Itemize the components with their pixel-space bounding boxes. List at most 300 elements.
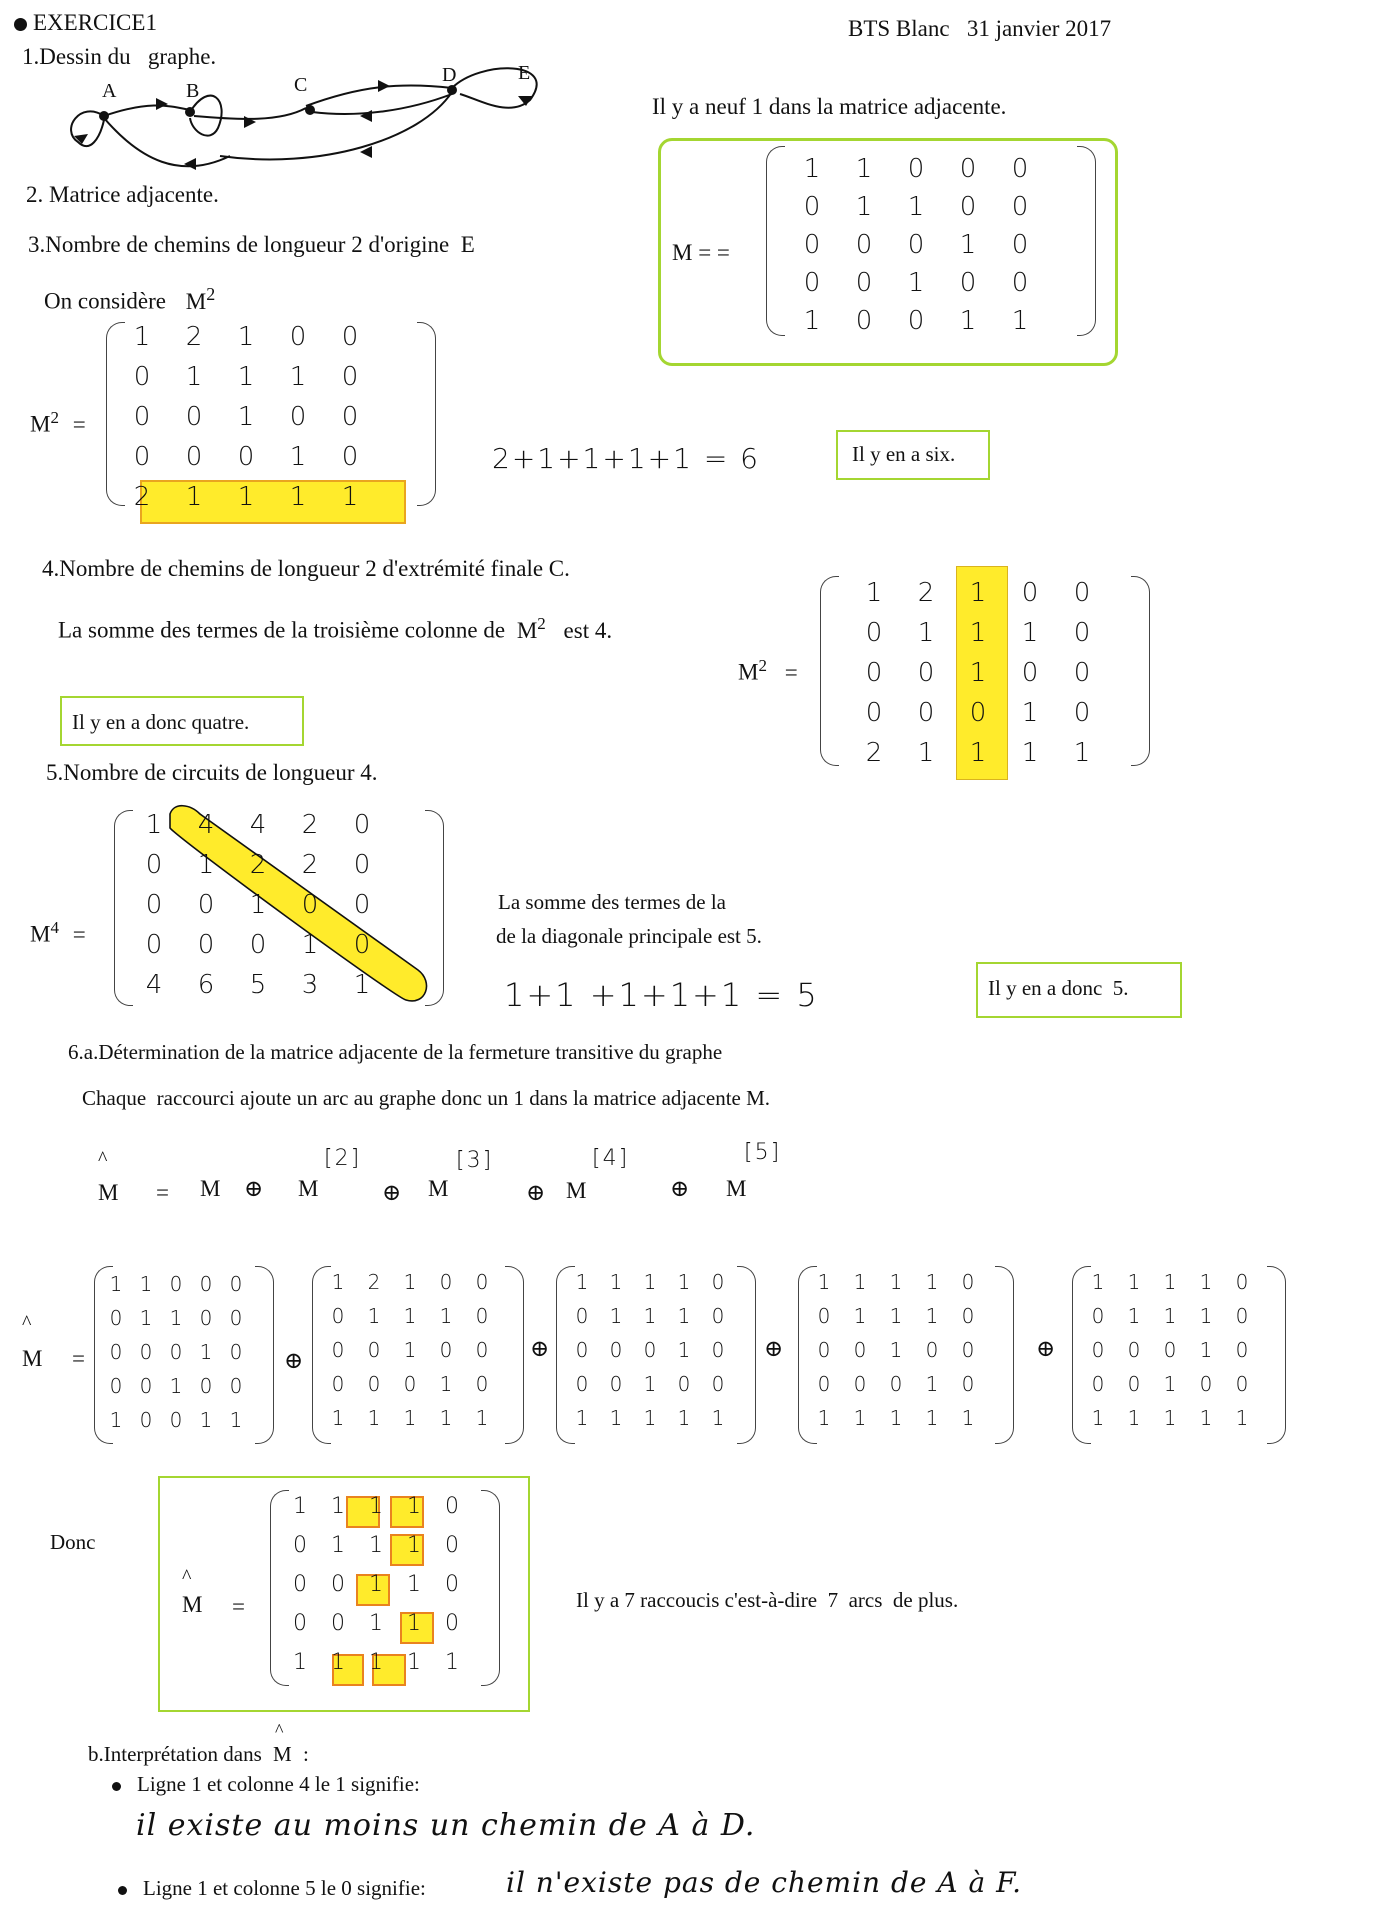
matrix-cell: 0 (331, 1372, 345, 1396)
matrix-cell: 0 (331, 1572, 345, 1597)
matrix-cell: 0 (293, 1611, 307, 1636)
matrix-cell: 0 (439, 1270, 453, 1294)
matrix-cell: 0 (907, 306, 925, 336)
matrix-cell: 1 (369, 1611, 383, 1636)
q4-text-exp: 2 (537, 614, 546, 633)
q3-title: 3.Nombre de chemins de longueur 2 d'origine E (28, 232, 475, 257)
matrix-cell: 1 (133, 322, 151, 352)
matrix-cell: 0 (1235, 1270, 1249, 1294)
q6-title: 6.a.Détermination de la matrice adjacente de la fermeture transitive du graphe (68, 1040, 723, 1064)
matrix-cell: 0 (1199, 1372, 1213, 1396)
matrix-cell: 1 (249, 890, 267, 920)
matrix-cell: 1 (925, 1304, 939, 1328)
q6b-bullet1 (112, 1772, 420, 1797)
matrix-cell: 0 (133, 362, 151, 392)
matrix-cell: 0 (133, 402, 151, 432)
matrix-cell: 1 (677, 1338, 691, 1362)
matrix-cell: 0 (445, 1611, 459, 1636)
m4-matrix (114, 810, 444, 1006)
matrix-cell: 1 (1235, 1406, 1249, 1430)
node-label-e: E (518, 62, 531, 84)
formula-exp2: [2] (324, 1146, 362, 1171)
matrix-cell: 1 (109, 1272, 123, 1296)
matrix-cell: 1 (199, 1340, 213, 1364)
matrix-cell: 1 (237, 482, 255, 512)
m4-m: M (30, 921, 51, 947)
matrix-cell: 0 (575, 1372, 589, 1396)
m2-label (30, 408, 86, 438)
q3-consider (44, 284, 215, 315)
matrix-cell: 1 (853, 1406, 867, 1430)
matrix-cell: 0 (289, 322, 307, 352)
matrix-cell: 1 (1163, 1372, 1177, 1396)
matrix-cell: 0 (1235, 1338, 1249, 1362)
q1-note: Il y a neuf 1 dans la matrice adjacente. (652, 94, 1007, 119)
matrix-cell: 0 (331, 1338, 345, 1362)
matrix-cell: 0 (1011, 192, 1029, 222)
matrix-cell: 1 (1021, 618, 1039, 648)
matrix-cell: 1 (803, 154, 821, 184)
node-label-d: D (442, 64, 457, 86)
matrix-cell: 1 (237, 322, 255, 352)
matrix-cell: 0 (145, 850, 163, 880)
matrix-cell: 1 (925, 1372, 939, 1396)
matrix-cell: 1 (889, 1304, 903, 1328)
matrix-cell: 1 (969, 658, 987, 688)
matrix-cell: 2 (301, 850, 319, 880)
matrix-cell: 0 (1073, 658, 1091, 688)
matrix-cell: 0 (229, 1272, 243, 1296)
q2-title: 2. Matrice adjacente. (26, 182, 219, 207)
matrix-cell: 0 (475, 1338, 489, 1362)
formula-hat-1: ^ (98, 1148, 108, 1170)
matrix-cell: 1 (1199, 1338, 1213, 1362)
matrix-cell: 0 (229, 1340, 243, 1364)
matrix-cell: 0 (367, 1372, 381, 1396)
matrix-cell: 0 (445, 1533, 459, 1558)
m2q4-exp: 2 (758, 656, 767, 675)
result-donc: Donc (50, 1530, 96, 1554)
bullet-icon (118, 1886, 127, 1895)
matrix-cell: 0 (229, 1374, 243, 1398)
header-date: BTS Blanc 31 janvier 2017 (848, 16, 1112, 41)
matrix-bracket-right (255, 1266, 274, 1444)
matrix-cell: 1 (293, 1650, 307, 1675)
matrix-cell: 1 (145, 810, 163, 840)
matrix-bracket-right (481, 1490, 500, 1686)
matrix-cell: 0 (1073, 618, 1091, 648)
m2q4-eq: = (784, 659, 798, 685)
matrix-cell: 1 (341, 482, 359, 512)
matrix-cell: 0 (169, 1408, 183, 1432)
matrix-cell: 0 (865, 698, 883, 728)
q6b-hand1: il existe au moins un chemin de A à D. (136, 1808, 756, 1843)
matrix-cell: 1 (961, 1406, 975, 1430)
matrix-cell: 1 (917, 618, 935, 648)
matrix-cell: 0 (353, 810, 371, 840)
matrix-cell: 0 (865, 618, 883, 648)
sum-matrix-1 (94, 1266, 274, 1444)
matrix-cell: 1 (889, 1338, 903, 1362)
matrix-cell: 0 (1091, 1304, 1105, 1328)
matrix-cell: 0 (961, 1270, 975, 1294)
matrix-cell: 1 (139, 1306, 153, 1330)
q4-text-after: est 4. (563, 617, 613, 643)
matrix-cell: 1 (609, 1406, 623, 1430)
matrix-cell: 2 (917, 578, 935, 608)
formula-exp3: [3] (456, 1148, 494, 1173)
matrix-cell: 0 (341, 402, 359, 432)
exercise-title: EXERCICE1 (33, 10, 157, 35)
matrix-cell: 1 (643, 1406, 657, 1430)
matrix-cell: 1 (643, 1372, 657, 1396)
expanded-hat: ^ (22, 1312, 32, 1334)
matrix-cell: 1 (1011, 306, 1029, 336)
matrix-cell: 0 (575, 1338, 589, 1362)
matrix-cell: 1 (369, 1572, 383, 1597)
formula-m2: M (298, 1176, 319, 1201)
matrix-bracket-right (737, 1266, 756, 1444)
formula-m1: M (200, 1176, 221, 1201)
sum-op-4: ⊕ (1036, 1336, 1056, 1361)
matrix-cell: 1 (197, 850, 215, 880)
matrix-cell: 1 (609, 1270, 623, 1294)
matrix-cell: 1 (1091, 1270, 1105, 1294)
sum-matrix-3 (556, 1266, 756, 1444)
matrix-cell: 1 (889, 1406, 903, 1430)
m2-exp: 2 (50, 408, 59, 427)
formula-op2: ⊕ (382, 1180, 402, 1205)
matrix-cell: 1 (711, 1406, 725, 1430)
q4-title: 4.Nombre de chemins de longueur 2 d'extrémité finale C. (42, 556, 570, 581)
graph-diagram (60, 60, 580, 170)
matrix-cell: 0 (237, 442, 255, 472)
q4-text-before: La somme des termes de la troisième colonne de (58, 617, 506, 643)
matrix-cell: 1 (1091, 1406, 1105, 1430)
q5-line1: La somme des termes de la (498, 890, 727, 914)
matrix-cell: 0 (1073, 578, 1091, 608)
matrix-cell: 4 (197, 810, 215, 840)
matrix-cell: 0 (109, 1340, 123, 1364)
header-exercise (14, 10, 157, 36)
formula-m3: M (428, 1176, 449, 1201)
result-label: M (182, 1592, 203, 1617)
q6b-hat: ^ (275, 1720, 284, 1740)
matrix-cell: 1 (1021, 698, 1039, 728)
consider-exp: 2 (206, 284, 216, 304)
formula-m4: M (566, 1178, 587, 1203)
matrix-cell: 0 (1163, 1338, 1177, 1362)
matrix-cell: 2 (133, 482, 151, 512)
matrix-cell: 1 (369, 1494, 383, 1519)
adjacency-matrix-label: M = = (672, 240, 730, 265)
matrix-cell: 0 (353, 930, 371, 960)
matrix-bracket-right (1131, 576, 1150, 766)
matrix-cell: 1 (367, 1304, 381, 1328)
m2-eq: = (72, 411, 86, 437)
matrix-cell: 0 (961, 1304, 975, 1328)
matrix-cell: 0 (643, 1338, 657, 1362)
matrix-cell: 0 (925, 1338, 939, 1362)
matrix-cell: 1 (475, 1406, 489, 1430)
q4-text-m: M (516, 617, 538, 643)
matrix-cell: 1 (237, 362, 255, 392)
m4-label (30, 918, 86, 948)
node-label-c: C (294, 74, 308, 96)
matrix-cell: 1 (199, 1408, 213, 1432)
matrix-cell: 1 (969, 618, 987, 648)
matrix-cell: 0 (341, 442, 359, 472)
matrix-cell: 1 (959, 306, 977, 336)
matrix-bracket-left (114, 810, 133, 1006)
matrix-cell: 0 (197, 890, 215, 920)
matrix-cell: 1 (293, 1494, 307, 1519)
matrix-cell: 1 (185, 362, 203, 392)
matrix-bracket-left (766, 146, 785, 336)
matrix-cell: 1 (407, 1650, 421, 1675)
matrix-cell: 0 (145, 890, 163, 920)
matrix-cell: 0 (917, 658, 935, 688)
matrix-cell: 0 (961, 1372, 975, 1396)
matrix-cell: 0 (817, 1372, 831, 1396)
bullet-icon (14, 18, 27, 31)
formula-op4: ⊕ (670, 1176, 690, 1201)
node-label-a: A (102, 80, 117, 102)
matrix-cell: 0 (139, 1340, 153, 1364)
matrix-cell: 0 (803, 192, 821, 222)
formula-eq: = (156, 1180, 169, 1205)
matrix-cell: 0 (1021, 658, 1039, 688)
matrix-cell: 0 (711, 1270, 725, 1294)
matrix-cell: 0 (855, 230, 873, 260)
matrix-bracket-right (425, 810, 444, 1006)
matrix-cell: 0 (249, 930, 267, 960)
matrix-cell: 1 (609, 1304, 623, 1328)
matrix-bracket-left (106, 322, 125, 506)
matrix-cell: 0 (855, 306, 873, 336)
matrix-cell: 0 (889, 1372, 903, 1396)
matrix-cell: 0 (353, 890, 371, 920)
matrix-cell: 0 (1127, 1338, 1141, 1362)
matrix-cell: 0 (301, 890, 319, 920)
matrix-cell: 0 (169, 1340, 183, 1364)
formula-mhat: M (98, 1180, 119, 1205)
q6b-bullet1-text: Ligne 1 et colonne 4 le 1 signifie: (137, 1772, 420, 1796)
matrix-cell: 0 (185, 442, 203, 472)
matrix-cell: 0 (1235, 1304, 1249, 1328)
q5-title: 5.Nombre de circuits de longueur 4. (46, 760, 378, 785)
matrix-cell: 0 (475, 1304, 489, 1328)
matrix-cell: 1 (407, 1611, 421, 1636)
matrix-cell: 1 (353, 970, 371, 1000)
m4-exp: 4 (50, 918, 59, 937)
matrix-cell: 0 (445, 1572, 459, 1597)
matrix-cell: 0 (139, 1374, 153, 1398)
matrix-cell: 0 (1011, 230, 1029, 260)
matrix-cell: 1 (439, 1304, 453, 1328)
matrix-cell: 1 (109, 1408, 123, 1432)
matrix-cell: 1 (331, 1533, 345, 1558)
matrix-bracket-right (1077, 146, 1096, 336)
matrix-bracket-right (505, 1266, 524, 1444)
matrix-cell: 0 (711, 1372, 725, 1396)
matrix-cell: 0 (609, 1338, 623, 1362)
q4-answer: Il y en a donc quatre. (72, 710, 250, 734)
matrix-cell: 1 (367, 1406, 381, 1430)
matrix-cell: 1 (331, 1650, 345, 1675)
matrix-cell: 1 (853, 1270, 867, 1294)
matrix-cell: 1 (403, 1338, 417, 1362)
matrix-cell: 0 (229, 1306, 243, 1330)
matrix-cell: 0 (609, 1372, 623, 1396)
sum-op-3: ⊕ (764, 1336, 784, 1361)
q6b-bullet2 (118, 1876, 426, 1901)
matrix-cell: 1 (925, 1270, 939, 1294)
matrix-cell: 1 (907, 268, 925, 298)
q1-title: 1.Dessin du graphe. (22, 44, 217, 69)
matrix-cell: 0 (197, 930, 215, 960)
matrix-cell: 0 (109, 1306, 123, 1330)
matrix-cell: 1 (677, 1270, 691, 1294)
matrix-cell: 1 (575, 1270, 589, 1294)
formula-op3: ⊕ (526, 1180, 546, 1205)
matrix-cell: 0 (199, 1306, 213, 1330)
matrix-cell: 1 (865, 578, 883, 608)
matrix-cell: 0 (677, 1372, 691, 1396)
matrix-cell: 1 (1127, 1406, 1141, 1430)
matrix-cell: 1 (1127, 1270, 1141, 1294)
matrix-cell: 2 (301, 810, 319, 840)
matrix-cell: 0 (475, 1270, 489, 1294)
matrix-cell: 1 (677, 1304, 691, 1328)
m2-label-q4 (738, 656, 798, 686)
matrix-bracket-left (270, 1490, 289, 1686)
q6b-hand2: il n'existe pas de chemin de A à F. (506, 1866, 1023, 1899)
matrix-cell: 0 (917, 698, 935, 728)
m2q4-m: M (738, 659, 759, 685)
matrix-cell: 0 (341, 362, 359, 392)
matrix-cell: 1 (917, 738, 935, 768)
q6b-colon: : (302, 1742, 309, 1766)
matrix-cell: 0 (961, 1338, 975, 1362)
matrix-cell: 0 (907, 230, 925, 260)
matrix-cell: 1 (407, 1533, 421, 1558)
matrix-cell: 1 (855, 154, 873, 184)
matrix-cell: 0 (353, 850, 371, 880)
expanded-label: M (22, 1346, 43, 1371)
matrix-cell: 0 (1021, 578, 1039, 608)
q5-sum: 1+1 +1+1+1 = 5 (504, 976, 819, 1014)
sum-op-2: ⊕ (530, 1336, 550, 1361)
matrix-cell: 0 (969, 698, 987, 728)
sum-matrix-4 (798, 1266, 1014, 1444)
matrix-cell: 0 (1091, 1338, 1105, 1362)
matrix-cell: 0 (865, 658, 883, 688)
matrix-cell: 1 (959, 230, 977, 260)
matrix-cell: 0 (575, 1304, 589, 1328)
matrix-cell: 0 (139, 1408, 153, 1432)
node-label-b: B (186, 80, 200, 102)
m2-m: M (30, 411, 51, 437)
matrix-cell: 0 (341, 322, 359, 352)
m4-eq: = (72, 921, 86, 947)
q5-line2: de la diagonale principale est 5. (496, 924, 762, 948)
matrix-cell: 1 (817, 1406, 831, 1430)
matrix-cell: 1 (803, 306, 821, 336)
matrix-cell: 0 (1011, 268, 1029, 298)
q6b-bullet2-text: Ligne 1 et colonne 5 le 0 signifie: (143, 1876, 426, 1900)
q6b-m: M (273, 1742, 292, 1766)
matrix-cell: 1 (185, 482, 203, 512)
matrix-cell: 0 (907, 154, 925, 184)
matrix-cell: 0 (475, 1372, 489, 1396)
bullet-icon (112, 1782, 121, 1791)
sum-matrix-5 (1072, 1266, 1286, 1444)
adjacency-matrix (766, 146, 1096, 336)
matrix-cell: 1 (1127, 1304, 1141, 1328)
matrix-cell: 1 (1163, 1270, 1177, 1294)
matrix-cell: 4 (145, 970, 163, 1000)
matrix-cell: 1 (853, 1304, 867, 1328)
matrix-bracket-right (995, 1266, 1014, 1444)
consider-text: On considère (44, 288, 166, 314)
matrix-cell: 0 (1073, 698, 1091, 728)
matrix-cell: 1 (439, 1372, 453, 1396)
matrix-cell: 1 (169, 1306, 183, 1330)
q3-answer: Il y en a six. (852, 442, 956, 466)
matrix-cell: 1 (289, 442, 307, 472)
matrix-cell: 0 (439, 1338, 453, 1362)
matrix-cell: 0 (959, 192, 977, 222)
matrix-bracket-right (417, 322, 436, 506)
consider-m: M (185, 288, 207, 314)
matrix-cell: 1 (855, 192, 873, 222)
matrix-cell: 0 (711, 1338, 725, 1362)
formula-m5: M (726, 1176, 747, 1201)
matrix-cell: 1 (369, 1650, 383, 1675)
result-matrix (270, 1490, 500, 1686)
q5-answer: Il y en a donc 5. (988, 976, 1129, 1000)
matrix-cell: 1 (1199, 1406, 1213, 1430)
matrix-cell: 0 (109, 1374, 123, 1398)
matrix-cell: 2 (367, 1270, 381, 1294)
matrix-cell: 0 (331, 1304, 345, 1328)
formula-exp4: [4] (592, 1146, 630, 1171)
q6-line: Chaque raccourci ajoute un arc au graphe donc un 1 dans la matrice adjacente M. (82, 1086, 771, 1110)
result-hat: ^ (182, 1566, 192, 1588)
matrix-cell: 0 (855, 268, 873, 298)
matrix-cell: 1 (925, 1406, 939, 1430)
matrix-cell: 0 (145, 930, 163, 960)
matrix-cell: 1 (301, 930, 319, 960)
matrix-cell: 3 (301, 970, 319, 1000)
matrix-cell: 1 (331, 1406, 345, 1430)
matrix-cell: 1 (1199, 1304, 1213, 1328)
matrix-cell: 1 (1163, 1406, 1177, 1430)
matrix-bracket-right (1267, 1266, 1286, 1444)
matrix-cell: 0 (711, 1304, 725, 1328)
matrix-cell: 1 (969, 738, 987, 768)
matrix-cell: 2 (249, 850, 267, 880)
matrix-cell: 0 (803, 230, 821, 260)
matrix-cell: 1 (1021, 738, 1039, 768)
matrix-cell: 1 (403, 1406, 417, 1430)
matrix-bracket-left (820, 576, 839, 766)
matrix-cell: 0 (1127, 1372, 1141, 1396)
q4-text (58, 614, 612, 644)
matrix-cell: 4 (249, 810, 267, 840)
matrix-cell: 0 (185, 402, 203, 432)
